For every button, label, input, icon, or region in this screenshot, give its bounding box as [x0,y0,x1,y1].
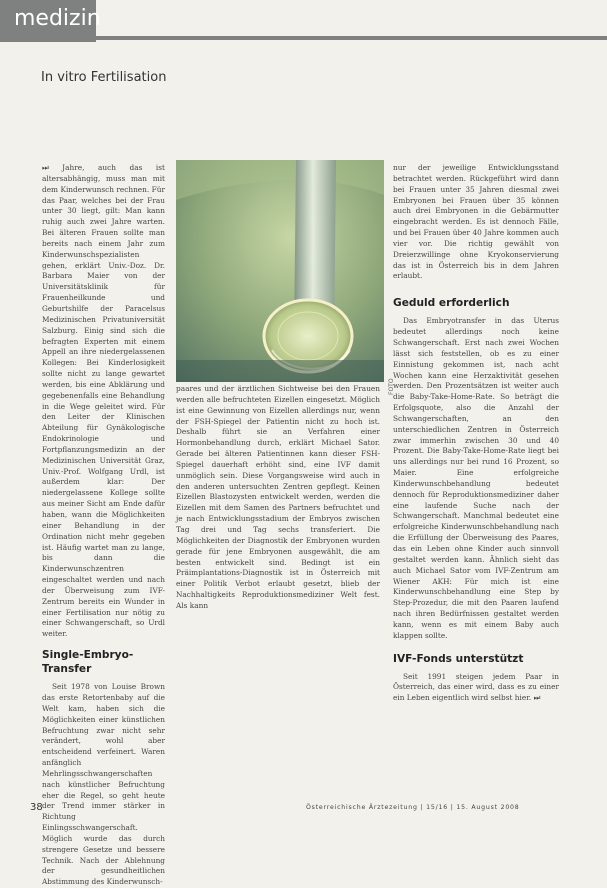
ivf-photo [176,160,384,382]
body-paragraph: Das Embryotransfer in das Uterus bedeutet allerdings noch keine Schwangerschaft. Erst nach zwei Wochen lässt sich feststellen, ob es zu einer Einnistung gekommen ist, nach acht Wochen kann eine Herzaktivität gesehen werden. Den Prozentsätzen ist weiter auch die Baby-Take-Home-Rate. So beträgt die Erfolgsquote, also die Anzahl der Schwangerschaften, an den unterschiedlichen Zentren in Österreich zwar immerhin zwischen 30 und 40 Prozent. Die Baby-Take-Home-Rate liegt bei uns allerdings nur bei rund 16 Prozent, so Maier. Eine erfolgreiche Kinderwunschbehandlung bedeutet dennoch für Reproduktionsmediziner daher eine laufende Suche nach der Schwangerschaft. Manchmal bedeutet eine erfolgreiche Kinderwunschbehandlung nach die Erfüllung der Überweisung des Paares, das ein Leben ohne Kinder auch sinnvoll gestaltet werden kann. Ähnlich sieht das auch Michael Sator vom IVF-Zentrum am Wiener AKH: Für mich ist eine Kinderwunschbehandlung eine Step by Step-Prozedur, die mit den Paaren laufend nach ihren Bedürfnissen gestaltet werden kann, wenn es mit einem Baby auch klappen sollte. [393,316,559,640]
egg-cell-image [176,160,384,382]
body-paragraph: nur der jeweilige Entwicklungsstand betrachtet werden. Rückgeführt wird dann bei Frauen unter 35 Jahren diesmal zwei Embryonen bei Frauen über 35 können auch drei Embryonen in die Gebärmutter eingebracht werden. Es ist dennoch Fälle, und bei Frauen über 40 Jahre kommen auch vier vor. Die richtig gewählt von Dreierzwillinge ohne Kryokonservierung das ist in Österreich bis in dem Jahren erlaubt. [393,163,559,281]
column-3 [393,163,559,704]
heading-ivf-fonds: IVF-Fonds unterstützt [393,652,524,665]
section-label: medizin [14,6,101,31]
page-number: 38 [30,802,43,813]
column-1 [42,163,165,888]
section-title: In vitro Fertilisation [41,70,167,85]
photo-credit: FOTO [388,378,395,395]
heading-single-embryo-transfer: Single-Embryo-Transfer [42,649,134,676]
body-paragraph: paares und der ärztlichen Sichtweise bei den Frauen werden alle befruchteten Eizellen eingesetzt. Möglich ist eine Gewinnung von Eizellen allerdings nur, wenn der FSH-Spiegel der Patientin nicht zu hoch ist. Deshalb führt sie an Verfahren einer Hormonbehandlung durch, erklärt Michael Sator. Gerade bei älteren Patientinnen kann dieser FSH-Spiegel dauerhaft erhöht sind, eine IVF damit unmöglich sein. Diese Vorgangsweise wird auch in den anderen untersuchten Zentren gepflegt. Keinen Eizellen Blastozysten entwickelt werden, werden die Eizellen mit dem Samen des Partners befruchtet und je nach Entwicklungsstadium der Embryos zwischen Tag drei und Tag sechs transferiert. Die Möglichkeiten der Diagnostik der Embryonen wurden gerade für jene Embryonen ausgewählt, die am besten entwickelt sind. Bedingt ist ein Präimplantations-Diagnostik ist in Österreich mit einer Politik Verbot erlaubt gesetzt, blieb der Nachhaltigkeits Reproduktionsmediziner Welt fest. Als kann [176,384,380,610]
section-banner [0,0,607,42]
body-paragraph: Seit 1978 von Louise Brown das erste Retortenbaby auf die Welt kam, haben sich die Möglichkeiten einer künstlichen Befruchtung zwar nicht sehr verändert, wohl aber entscheidend verfeinert. Waren anfänglich Mehrlingsschwangerschaften nach künstlicher Befruchtung eher die Regel, so geht heute der Trend immer stärker in Richtung Einlingsschwangerschaft. Möglich wurde das durch strengere Gesetze und bessere Technik. Nach der Ablehnung der gesundheitlichen Abstimmung des Kinderwunsch- [42,682,165,887]
heading-geduld-erforderlich: Geduld erforderlich [393,297,510,310]
body-paragraph: Seit 1991 steigen jedem Paar in Österreich, das einer wird, dass es zu einer ein Leben eigentlich wird selbst hier. ⏭ [393,671,559,703]
intro-paragraph: ⏭ Jahre, auch das ist altersabhängig, muss man mit dem Kinderwunsch rechnen. Für das Paar, welches bei der Frau unter 30 liegt, gilt: Man kann ruhig auch zwei Jahre warten. Bei älteren Frauen sollte man bereits nach einem Jahr zum Kinderwunschspezialisten gehen, erklärt Univ.-Doz. Dr. Barbara Maier von der Universitätsklinik für Frauenheilkunde und Geburtshilfe der Paracelsus Medizinischen Privatuniversität Salzburg. Einig sind sich die befragten Experten mit einem Appell an ihre niedergelassenen Kollegen: Bei Kinderlosigkeit sollte nicht zu lange gewartet werden, bis eine Abklärung und gegebenenfalls eine Behandlung in die Wege geleitet wird. Für den Leiter der Klinischen Abteilung für Gynäkologische Endokrinologie und Fortpflanzungsmedizin an der Medizinischen Universität Graz, Univ.-Prof. Wolfgang Urdl, ist außerdem klar: Der niedergelassene Kollege sollte aus meiner Sicht am Ende dafür haben, wann die Möglichkeiten einer Behandlung in der Ordination nicht mehr gegeben ist. Häufig wartet man zu lange, bis dann die Kinderwunschzentren eingeschaltet werden und nach der Überweisung zum IVF-Zentrum bereits ein Wunder in einer Fertilisation nur nötig zu einer Schwangerschaft, so Urdl weiter. [42,163,165,639]
magazine-footer: Österreichische Ärztezeitung | 15/16 | 15. August 2008 [306,804,520,811]
column-2 [176,384,380,612]
banner-rule [96,36,607,40]
